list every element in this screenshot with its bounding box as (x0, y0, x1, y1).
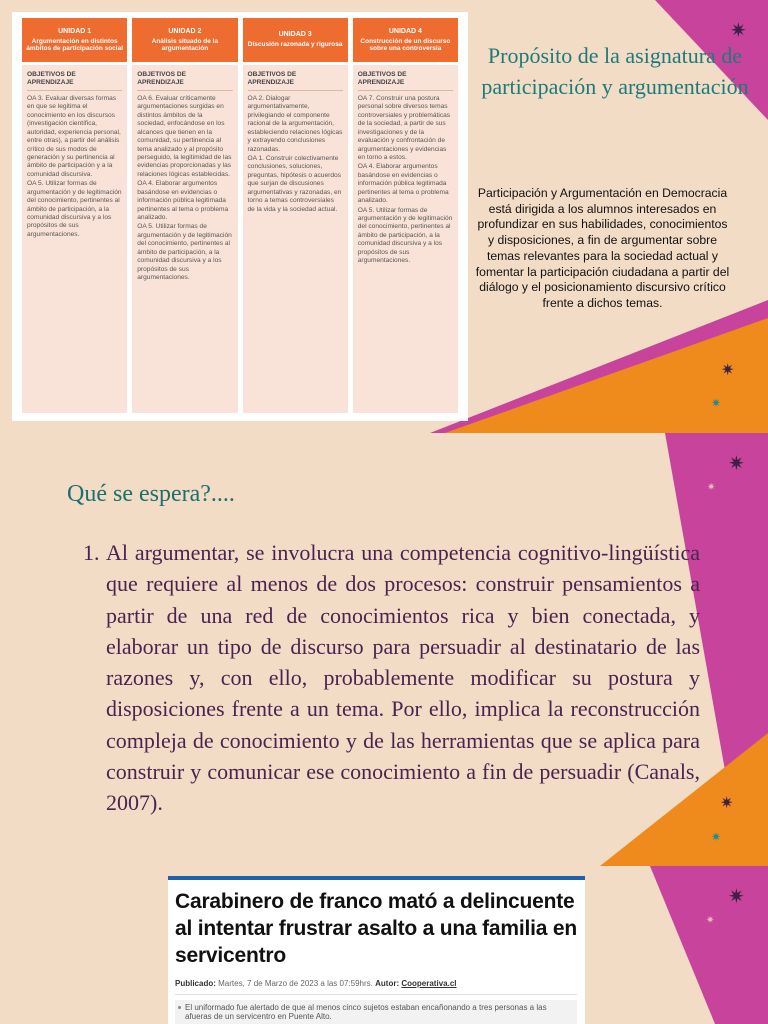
news-headline: Carabinero de franco mató a delincuente al intentar frustrar asalto a una familia en servicentro (175, 890, 577, 967)
objectives-cell (132, 65, 237, 413)
objectives-heading: OBJETIVOS DE APRENDIZAJE (137, 71, 232, 91)
objectives-table (12, 12, 468, 421)
objective-item: OA 4. Elaborar argumentos basándose en evidencias o información pública legitimada pertinentes al tema o problema analizado. (357, 163, 449, 205)
published-label: Publicado: (175, 979, 216, 988)
objective-item: OA 6. Evaluar críticamente argumentaciones surgidas en distintos ámbitos de la sociedad, enfocándose en los alcances que tienen en la comunidad, su pertinencia al tema analizado y al propósito perseguido, la legitimidad de las evidencias proporcionadas y las relaciones lógicas establecidas. (137, 94, 232, 178)
unit-label: UNIDAD 4 (388, 27, 422, 35)
author-label: Autor: (375, 979, 400, 988)
objective-item: OA 4. Elaborar argumentos basándose en evidencias o información pública legitimada pertinentes al tema o problema analizado. (137, 180, 229, 221)
news-article (168, 876, 585, 1024)
objective-item: OA 5. Utilizar formas de argumentación y de legitimación del conocimiento, pertinentes al ámbito de participación, a la comunidad discursiva y a los propósitos de sus argumentaciones. (137, 223, 232, 282)
star-icon: ✷ (730, 18, 747, 42)
author-link[interactable]: Cooperativa.cl (401, 979, 457, 988)
unit-header (22, 18, 127, 62)
magenta-band (650, 866, 768, 1024)
unit-label: UNIDAD 3 (278, 31, 312, 39)
objectives-heading: OBJETIVOS DE APRENDIZAJE (248, 71, 343, 91)
objective-item: OA 7. Construir una postura personal sobre diversos temas controversiales y problemáticas de la sociedad, a partir de sus investigaciones y de la evaluación y confrontación de argumentaciones y evidencias en torno a estos. (357, 94, 451, 161)
objective-item: OA 5. Utilizar formas de argumentación y de legitimación del conocimiento, pertinentes al ámbito de participación, a la comunidad discursiva y a los propósitos de sus argumentaciones. (27, 180, 122, 238)
unit-header (353, 18, 458, 62)
star-icon: ✷ (711, 396, 722, 410)
unit-title: Análisis situado de la argumentación (151, 37, 219, 53)
unit-label: UNIDAD 2 (168, 27, 202, 35)
star-icon: ✷ (711, 830, 722, 844)
star-icon: ✷ (728, 451, 745, 475)
objective-item: OA 1. Construir colectivamente conclusiones, soluciones, preguntas, hipótesis o acuerdos que surjan de discusiones argumentativas y razonadas, en torno a temas controversiales de la vida y la sociedad actual. (247, 154, 342, 213)
numbered-list (83, 537, 700, 819)
list-number: 1. (83, 540, 100, 565)
unit-label: UNIDAD 1 (58, 27, 92, 35)
table-column (132, 18, 237, 413)
objectives-cell (22, 65, 127, 413)
objective-item: OA 3. Evaluar diversas formas en que se legitima el conocimiento en los discursos (investigación científica, autoridad, experiencia personal, entre otras), a partir del análisis crítico de sus modos de generación y su pertinencia al ámbito de participación y a la comunidad discursiva. (27, 94, 121, 178)
unit-title: Argumentación en distintos ámbitos de participación social (26, 37, 124, 53)
news-lead: El uniformado fue alertado de que al menos cinco sujetos estaban encañonando a tres personas a las afueras de un servicentro en Puente Alto. (175, 1000, 577, 1024)
slide-purpose (0, 0, 768, 433)
slide1-title: Propósito de la asignatura de participación y argumentación (481, 43, 749, 99)
unit-title: Construcción de un discurso sobre una controversia (360, 37, 451, 53)
objectives-cell (353, 65, 458, 413)
star-icon: ✷ (721, 360, 735, 379)
objectives-cell (243, 65, 348, 413)
star-icon: ✷ (720, 793, 734, 812)
unit-header (243, 18, 348, 62)
slide-expectations (0, 433, 768, 866)
slide2-heading: Qué se espera?.... (67, 481, 235, 507)
unit-title: Discusión razonada y rigurosa (247, 41, 343, 49)
objectives-heading: OBJETIVOS DE APRENDIZAJE (358, 71, 453, 91)
objectives-heading: OBJETIVOS DE APRENDIZAJE (27, 71, 122, 91)
table-column (243, 18, 348, 413)
table-column (22, 18, 127, 413)
table-column (353, 18, 458, 413)
objective-item: OA 2. Dialogar argumentativamente, privilegiando el componente racional de la argumentación, estableciendo relaciones lógicas y extrayendo conclusiones razonadas. (247, 94, 343, 153)
list-item-text: Al argumentar, se involucra una competencia cognitivo-lingüística que requiere al menos de dos procesos: construir pensamientos a partir de una red de conocimientos rica y bien conectada, y elaborar un tipo de discurso para persuadir al destinatario de las razones y, con ello, probablemente modificar su postura y disposiciones frente a un tema. Por ello, implica la reconstrucción compleja de conocimiento y de las herramientas que se aplica para construir y comunicar ese conocimiento a fin de persuadir (Canals, 2007). (106, 540, 700, 816)
news-meta (175, 979, 577, 995)
unit-header (132, 18, 237, 62)
published-date: Martes, 7 de Marzo de 2023 a las 07:59hrs. (218, 979, 373, 988)
star-icon: ✷ (728, 884, 745, 908)
objective-item: OA 5. Utilizar formas de argumentación y de legitimación del conocimiento, pertinentes al ámbito de participación, a la comunidad discursiva y a los propósitos de sus argumentaciones. (357, 206, 453, 265)
star-icon: ✷ (706, 915, 715, 926)
slide-news (0, 866, 768, 1024)
slide1-description: Participación y Argumentación en Democracia está dirigida a los alumnos interesados en profundizar en sus habilidades, conocimientos y disposiciones, a fin de argumentar sobre temas relevantes para la sociedad actual y fomentar la participación ciudadana a partir del diálogo y el posicionamiento discursivo crítico frente a dichos temas. (475, 186, 730, 310)
star-icon: ✷ (707, 482, 716, 493)
